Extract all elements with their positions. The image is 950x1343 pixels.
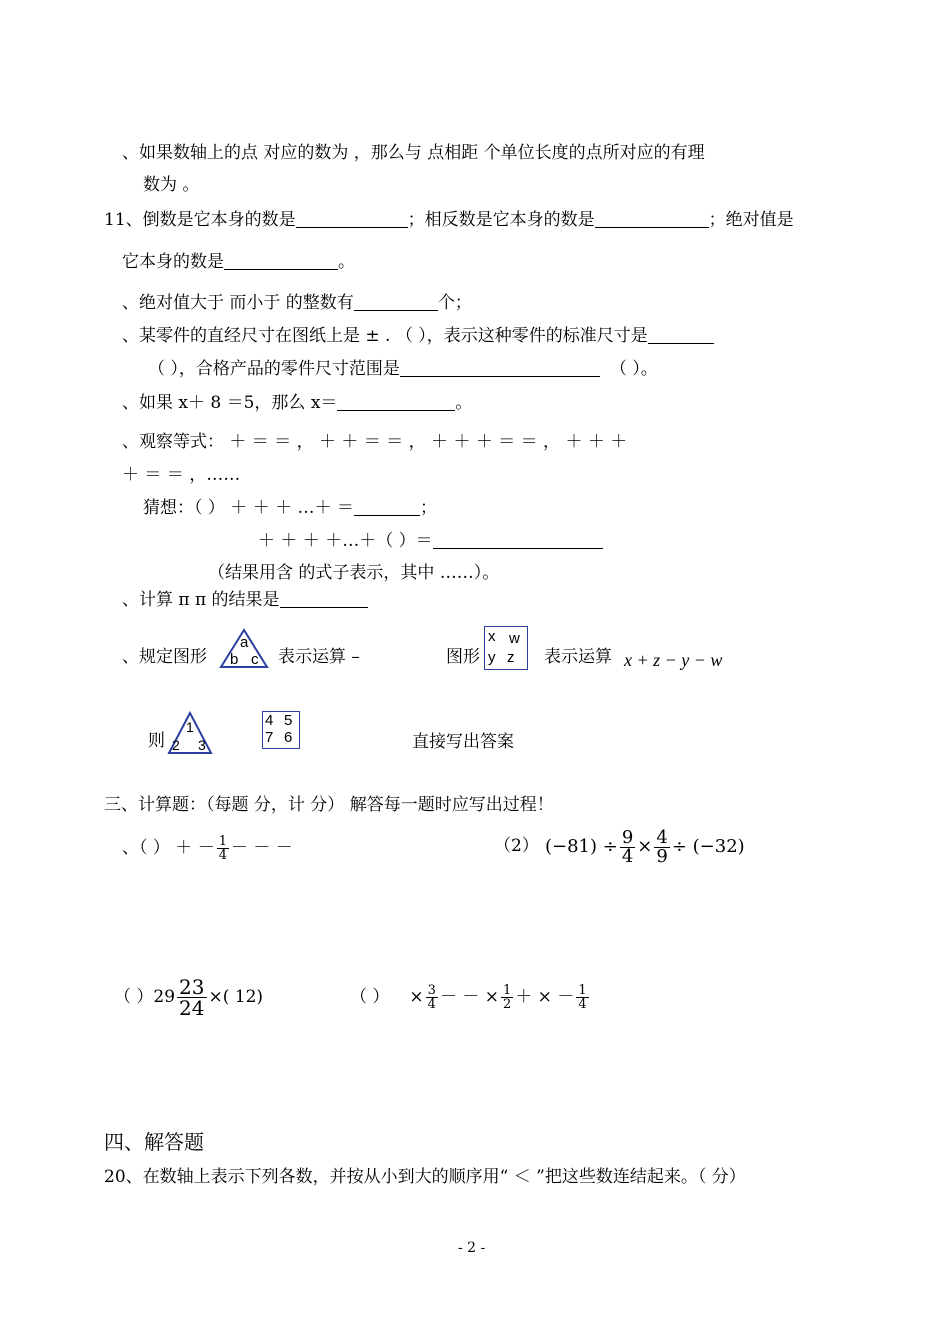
q11-text-c: ；绝对值是 xyxy=(708,210,794,230)
answer-blank[interactable] xyxy=(433,532,603,549)
calc-4-text-a: × xyxy=(409,987,424,1007)
calc-3 xyxy=(114,972,263,1022)
q14-text-b: 。 xyxy=(455,393,473,413)
fraction: $\frac{1}{2}$ xyxy=(503,983,512,1012)
answer-blank[interactable] xyxy=(280,591,368,608)
calc-4-text-b: － － × xyxy=(439,987,499,1007)
square2-bl-label: 7 xyxy=(265,729,274,746)
fraction: $\frac{1}{4}$ xyxy=(578,983,587,1012)
square-tl-label: x xyxy=(488,628,496,645)
q15-guess1-text: 猜想：（ ） ＋ ＋ ＋ …＋ ＝ xyxy=(143,498,354,518)
answer-blank[interactable] xyxy=(354,294,438,311)
q12-text-a: 、绝对值大于 而小于 的整数有 xyxy=(122,293,354,313)
triangle-figure xyxy=(218,627,270,671)
q20: 20、在数轴上表示下列各数，并按从小到大的顺序用“ ＜ ”把这些数连结起来。（ 分） xyxy=(104,1167,746,1187)
fraction: $\frac{9}{4}$ xyxy=(621,826,634,867)
q13-line1 xyxy=(122,326,714,346)
answer-blank[interactable] xyxy=(354,499,420,516)
q13-text-b: （ ），合格产品的零件尺寸范围是 xyxy=(148,359,400,379)
q15-guess1-end: ； xyxy=(419,498,437,518)
q17-label-c: 图形 xyxy=(446,647,480,667)
q15-line1: 、观察等式： ＋ ＝ ＝ ， ＋ ＋ ＝ ＝ ， ＋ ＋ ＋ ＝ ＝ ， ＋ ＋ ＋ xyxy=(122,432,628,452)
answer-blank[interactable] xyxy=(337,394,455,411)
triangle-right-label: c xyxy=(251,651,259,668)
calc-2 xyxy=(545,827,745,867)
q15-guess2 xyxy=(258,531,603,551)
q17-label-a: 、规定图形 xyxy=(122,647,207,667)
square-br-label: z xyxy=(507,649,515,666)
square-figure-2 xyxy=(262,711,300,749)
q10-line1: 、如果数轴上的点 对应的数为 ，那么与 点相距 个单位长度的点所对应的有理 xyxy=(122,143,705,163)
calc-2-text-a: (−81) ÷ xyxy=(545,836,618,857)
calc-2-mul: × xyxy=(637,836,653,857)
square-bl-label: y xyxy=(488,649,496,666)
answer-blank[interactable] xyxy=(400,360,600,377)
q11-text-a: 11、倒数是它本身的数是 xyxy=(104,210,296,230)
q10-line2: 数为 。 xyxy=(143,175,200,195)
q11-line1 xyxy=(104,210,794,230)
calc-2-label: （2） xyxy=(494,836,539,856)
fraction: $\frac{23}{24}$ xyxy=(179,975,205,1020)
fraction: $\frac{3}{4}$ xyxy=(427,983,436,1012)
answer-blank[interactable] xyxy=(648,327,714,344)
q11-text-d: 它本身的数是 xyxy=(122,252,224,272)
calc-1 xyxy=(122,835,293,862)
fraction: $\frac{1}{4}$ xyxy=(218,834,227,863)
triangle-figure-2 xyxy=(166,710,214,756)
fraction: $\frac{4}{9}$ xyxy=(656,826,668,867)
triangle-left-label: b xyxy=(230,651,239,668)
q11-line2 xyxy=(122,252,355,272)
section4-title: 四、解答题 xyxy=(104,1130,204,1154)
calc-4-text-c: ＋ × － xyxy=(515,987,575,1007)
q14-text-a: 、如果 x＋ 8 ＝5，那么 x＝ xyxy=(122,393,338,413)
calc-1-text-b: － － － xyxy=(231,838,293,858)
section3-title: 三、计算题：（每题 分，计 分） 解答每一题时应写出过程！ xyxy=(104,795,554,815)
q17-direct: 直接写出答案 xyxy=(412,732,514,752)
q11-text-b: ；相反数是它本身的数是 xyxy=(407,210,595,230)
triangle-top-label: a xyxy=(240,634,249,651)
q15-note: （结果用含 的式子表示，其中 ……）。 xyxy=(208,563,500,583)
square-tr-label: w xyxy=(509,630,520,647)
q13-text-a: 、某零件的直经尺寸在图纸上是 ± . （ ），表示这种零件的标准尺寸是 xyxy=(122,326,648,346)
q17-label-b: 表示运算 – xyxy=(278,647,360,667)
q12 xyxy=(122,293,472,313)
q15-guess1 xyxy=(143,498,437,518)
square2-br-label: 6 xyxy=(284,729,293,746)
q13-line2 xyxy=(148,359,658,379)
q16-text-a: 、计算 π π 的结果是 xyxy=(122,590,280,610)
calc-3-label: （ ）29 xyxy=(114,987,176,1007)
square2-tl-label: 4 xyxy=(265,712,274,729)
answer-blank[interactable] xyxy=(296,211,408,228)
q12-text-b: 个； xyxy=(437,293,472,313)
q17-then: 则 xyxy=(148,731,165,751)
q11-text-e: 。 xyxy=(338,252,355,272)
calc-2-text-b: ÷ (−32) xyxy=(671,836,745,857)
answer-blank[interactable] xyxy=(224,253,338,270)
calc-1-text-a: 、（ ） ＋ － xyxy=(122,838,215,858)
square2-tr-label: 5 xyxy=(284,712,293,729)
triangle2-right-label: 3 xyxy=(198,737,206,753)
calc-4 xyxy=(350,982,591,1012)
q16 xyxy=(122,590,368,610)
calc-4-label: （ ） xyxy=(350,987,390,1007)
square-figure xyxy=(484,626,528,670)
triangle2-left-label: 2 xyxy=(172,737,180,753)
page-number: - 2 - xyxy=(458,1240,486,1256)
triangle2-top-label: 1 xyxy=(186,719,194,735)
q15-line2: ＋ ＝ ＝ ，…… xyxy=(122,465,241,485)
answer-blank[interactable] xyxy=(595,211,709,228)
q17-expression: x + z − y − w xyxy=(624,650,723,670)
q15-guess2-text: ＋ ＋ ＋ ＋…＋（ ）＝ xyxy=(258,531,433,551)
q13-text-c: （ ）。 xyxy=(609,359,658,379)
q14 xyxy=(122,393,472,413)
calc-3-text-b: ×( 12) xyxy=(208,987,264,1007)
q17-label-d: 表示运算 xyxy=(544,647,612,667)
